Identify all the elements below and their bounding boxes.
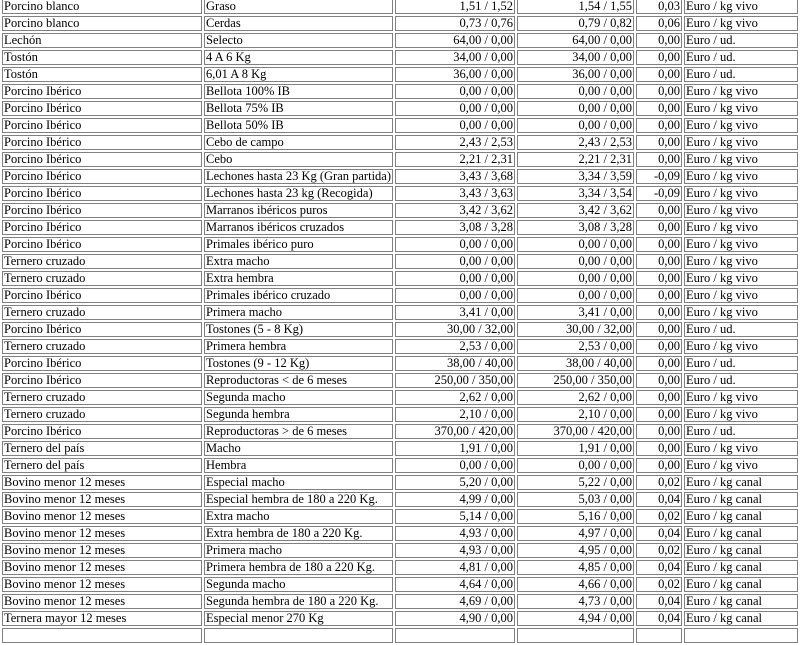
- table-row: [2, 373, 798, 388]
- product-cell: [2, 628, 202, 643]
- previous-price-cell: 2,21 / 2,31: [395, 152, 515, 167]
- unit-cell: Euro / kg vivo: [684, 186, 798, 201]
- unit-cell: Euro / kg vivo: [684, 305, 798, 320]
- previous-price-cell: 0,00 / 0,00: [395, 271, 515, 286]
- previous-price-cell: 4,81 / 0,00: [395, 560, 515, 575]
- table-row: [2, 84, 798, 99]
- previous-price-cell: 3,08 / 3,28: [395, 220, 515, 235]
- type-cell: Especial macho: [204, 475, 393, 490]
- difference-cell: 0,04: [636, 594, 682, 609]
- table-row: [2, 0, 798, 14]
- difference-cell: -0,09: [636, 169, 682, 184]
- table-row: [2, 67, 798, 82]
- product-cell: Tostón: [2, 50, 202, 65]
- current-price-cell: 2,53 / 0,00: [517, 339, 634, 354]
- difference-cell: 0,06: [636, 16, 682, 31]
- difference-cell: 0,00: [636, 390, 682, 405]
- current-price-cell: [517, 628, 634, 643]
- product-cell: Porcino Ibérico: [2, 186, 202, 201]
- type-cell: Reproductoras > de 6 meses: [204, 424, 393, 439]
- previous-price-cell: 4,90 / 0,00: [395, 611, 515, 626]
- unit-cell: Euro / ud.: [684, 356, 798, 371]
- table-row: [2, 611, 798, 626]
- product-cell: Porcino Ibérico: [2, 101, 202, 116]
- product-cell: Porcino Ibérico: [2, 118, 202, 133]
- table-row: [2, 424, 798, 439]
- difference-cell: 0,00: [636, 237, 682, 252]
- product-cell: Porcino Ibérico: [2, 356, 202, 371]
- unit-cell: Euro / kg canal: [684, 611, 798, 626]
- previous-price-cell: 3,41 / 0,00: [395, 305, 515, 320]
- table-row: [2, 271, 798, 286]
- previous-price-cell: 1,91 / 0,00: [395, 441, 515, 456]
- type-cell: Tostones (9 - 12 Kg): [204, 356, 393, 371]
- product-cell: Porcino Ibérico: [2, 84, 202, 99]
- table-row: [2, 50, 798, 65]
- table-row: [2, 254, 798, 269]
- product-cell: Porcino Ibérico: [2, 135, 202, 150]
- unit-cell: Euro / kg canal: [684, 560, 798, 575]
- difference-cell: 0,04: [636, 560, 682, 575]
- difference-cell: 0,00: [636, 84, 682, 99]
- product-cell: Bovino menor 12 meses: [2, 543, 202, 558]
- current-price-cell: 64,00 / 0,00: [517, 33, 634, 48]
- type-cell: Extra hembra de 180 a 220 Kg.: [204, 526, 393, 541]
- table-row: [2, 203, 798, 218]
- unit-cell: Euro / kg vivo: [684, 288, 798, 303]
- table-row: [2, 458, 798, 473]
- type-cell: Lechones hasta 23 Kg (Gran partida): [206, 169, 391, 183]
- type-cell: Bellota 100% IB: [204, 84, 393, 99]
- type-cell: Segunda macho: [204, 577, 393, 592]
- type-cell: Cerdas: [204, 16, 393, 31]
- unit-cell: Euro / kg vivo: [684, 84, 798, 99]
- current-price-cell: 3,41 / 0,00: [517, 305, 634, 320]
- type-cell: Extra macho: [204, 509, 393, 524]
- type-cell: Selecto: [204, 33, 393, 48]
- unit-cell: Euro / ud.: [684, 50, 798, 65]
- current-price-cell: 2,62 / 0,00: [517, 390, 634, 405]
- unit-cell: Euro / kg vivo: [684, 254, 798, 269]
- table-row: [2, 288, 798, 303]
- table-row: [2, 560, 798, 575]
- type-cell: 4 A 6 Kg: [204, 50, 393, 65]
- difference-cell: [636, 628, 682, 643]
- product-cell: Porcino blanco: [2, 0, 202, 14]
- difference-cell: 0,00: [636, 220, 682, 235]
- current-price-cell: 2,43 / 2,53: [517, 135, 634, 150]
- type-cell: Primera hembra de 180 a 220 Kg.: [204, 560, 393, 575]
- table-row: [2, 492, 798, 507]
- table-row: [2, 594, 798, 609]
- unit-cell: Euro / kg canal: [684, 543, 798, 558]
- type-cell: Marranos ibéricos puros: [204, 203, 393, 218]
- table-row: [2, 526, 798, 541]
- table-row: [2, 543, 798, 558]
- previous-price-cell: 38,00 / 40,00: [395, 356, 515, 371]
- type-cell: Especial menor 270 Kg: [204, 611, 393, 626]
- difference-cell: 0,00: [636, 152, 682, 167]
- type-cell: Tostones (5 - 8 Kg): [204, 322, 393, 337]
- current-price-cell: 5,22 / 0,00: [517, 475, 634, 490]
- previous-price-cell: 2,62 / 0,00: [395, 390, 515, 405]
- type-cell: Segunda hembra de 180 a 220 Kg.: [204, 594, 393, 609]
- table-row: [2, 16, 798, 31]
- difference-cell: 0,00: [636, 322, 682, 337]
- current-price-cell: 0,00 / 0,00: [517, 271, 634, 286]
- table-row: [2, 322, 798, 337]
- unit-cell: Euro / kg canal: [684, 475, 798, 490]
- previous-price-cell: 4,99 / 0,00: [395, 492, 515, 507]
- current-price-cell: 5,16 / 0,00: [517, 509, 634, 524]
- difference-cell: 0,00: [636, 118, 682, 133]
- previous-price-cell: 0,00 / 0,00: [395, 84, 515, 99]
- current-price-cell: 4,94 / 0,00: [517, 611, 634, 626]
- previous-price-cell: 0,00 / 0,00: [395, 458, 515, 473]
- product-cell: Ternero del país: [2, 441, 202, 456]
- product-cell: Bovino menor 12 meses: [2, 577, 202, 592]
- difference-cell: 0,04: [636, 492, 682, 507]
- type-cell: Lechones hasta 23 kg (Recogida): [204, 186, 393, 201]
- table-row: [2, 152, 798, 167]
- difference-cell: 0,00: [636, 101, 682, 116]
- type-cell: Macho: [204, 441, 393, 456]
- unit-cell: Euro / ud.: [684, 67, 798, 82]
- current-price-cell: 4,66 / 0,00: [517, 577, 634, 592]
- table-row: [2, 628, 798, 643]
- difference-cell: 0,00: [636, 305, 682, 320]
- current-price-cell: 34,00 / 0,00: [517, 50, 634, 65]
- table-row: [2, 509, 798, 524]
- current-price-cell: 0,79 / 0,82: [517, 16, 634, 31]
- table-row: [2, 118, 798, 133]
- type-cell: Primera macho: [204, 305, 393, 320]
- previous-price-cell: 0,00 / 0,00: [395, 254, 515, 269]
- previous-price-cell: 2,53 / 0,00: [395, 339, 515, 354]
- previous-price-cell: 4,93 / 0,00: [395, 543, 515, 558]
- previous-price-cell: 3,43 / 3,68: [395, 169, 515, 184]
- product-cell: Porcino Ibérico: [2, 373, 202, 388]
- product-cell: Bovino menor 12 meses: [2, 594, 202, 609]
- current-price-cell: 4,95 / 0,00: [517, 543, 634, 558]
- table-row: [2, 169, 798, 184]
- current-price-cell: 1,54 / 1,55: [517, 0, 634, 14]
- current-price-cell: 4,73 / 0,00: [517, 594, 634, 609]
- difference-cell: 0,00: [636, 441, 682, 456]
- type-cell: Cebo de campo: [204, 135, 393, 150]
- unit-cell: Euro / kg vivo: [684, 16, 798, 31]
- unit-cell: Euro / ud.: [684, 373, 798, 388]
- type-cell: Cebo: [204, 152, 393, 167]
- difference-cell: 0,00: [636, 67, 682, 82]
- difference-cell: 0,02: [636, 475, 682, 490]
- product-cell: Bovino menor 12 meses: [2, 526, 202, 541]
- product-cell: Ternero cruzado: [2, 339, 202, 354]
- difference-cell: 0,00: [636, 458, 682, 473]
- product-cell: Porcino blanco: [2, 16, 202, 31]
- previous-price-cell: 0,00 / 0,00: [395, 101, 515, 116]
- unit-cell: Euro / kg vivo: [684, 458, 798, 473]
- current-price-cell: 0,00 / 0,00: [517, 101, 634, 116]
- previous-price-cell: 250,00 / 350,00: [395, 373, 515, 388]
- previous-price-cell: 0,73 / 0,76: [395, 16, 515, 31]
- previous-price-cell: 4,69 / 0,00: [395, 594, 515, 609]
- table-row: [2, 101, 798, 116]
- unit-cell: Euro / kg vivo: [684, 152, 798, 167]
- previous-price-cell: 30,00 / 32,00: [395, 322, 515, 337]
- difference-cell: 0,02: [636, 543, 682, 558]
- table-row: [2, 237, 798, 252]
- table-row: [2, 441, 798, 456]
- unit-cell: Euro / kg vivo: [684, 220, 798, 235]
- type-cell: Reproductoras < de 6 meses: [204, 373, 393, 388]
- difference-cell: 0,00: [636, 288, 682, 303]
- unit-cell: Euro / kg vivo: [684, 135, 798, 150]
- previous-price-cell: 0,00 / 0,00: [395, 288, 515, 303]
- type-cell: Primales ibérico puro: [204, 237, 393, 252]
- current-price-cell: 0,00 / 0,00: [517, 458, 634, 473]
- unit-cell: Euro / kg canal: [684, 492, 798, 507]
- current-price-cell: 0,00 / 0,00: [517, 84, 634, 99]
- type-cell: Graso: [204, 0, 393, 14]
- previous-price-cell: 5,14 / 0,00: [395, 509, 515, 524]
- previous-price-cell: 2,10 / 0,00: [395, 407, 515, 422]
- unit-cell: Euro / kg vivo: [684, 271, 798, 286]
- type-cell: Primera hembra: [204, 339, 393, 354]
- product-cell: Bovino menor 12 meses: [2, 560, 202, 575]
- previous-price-cell: 2,43 / 2,53: [395, 135, 515, 150]
- previous-price-cell: 3,43 / 3,63: [395, 186, 515, 201]
- type-cell: Extra macho: [204, 254, 393, 269]
- current-price-cell: 38,00 / 40,00: [517, 356, 634, 371]
- difference-cell: 0,03: [636, 0, 682, 14]
- unit-cell: Euro / ud.: [684, 33, 798, 48]
- previous-price-cell: 64,00 / 0,00: [395, 33, 515, 48]
- difference-cell: 0,00: [636, 33, 682, 48]
- unit-cell: Euro / kg canal: [684, 526, 798, 541]
- product-cell: Porcino Ibérico: [2, 322, 202, 337]
- unit-cell: Euro / kg canal: [684, 577, 798, 592]
- difference-cell: 0,00: [636, 407, 682, 422]
- product-cell: Ternero cruzado: [2, 305, 202, 320]
- product-cell: Bovino menor 12 meses: [2, 509, 202, 524]
- difference-cell: 0,00: [636, 135, 682, 150]
- unit-cell: Euro / kg canal: [684, 509, 798, 524]
- type-cell: Marranos ibéricos cruzados: [204, 220, 393, 235]
- unit-cell: Euro / kg vivo: [684, 169, 798, 184]
- previous-price-cell: 5,20 / 0,00: [395, 475, 515, 490]
- unit-cell: Euro / kg vivo: [684, 339, 798, 354]
- product-cell: Ternero cruzado: [2, 390, 202, 405]
- product-cell: Ternero cruzado: [2, 271, 202, 286]
- difference-cell: 0,02: [636, 577, 682, 592]
- type-cell: Segunda hembra: [204, 407, 393, 422]
- product-cell: Ternero del país: [2, 458, 202, 473]
- difference-cell: 0,02: [636, 509, 682, 524]
- current-price-cell: 3,08 / 3,28: [517, 220, 634, 235]
- table-row: [2, 407, 798, 422]
- current-price-cell: 36,00 / 0,00: [517, 67, 634, 82]
- current-price-cell: 0,00 / 0,00: [517, 237, 634, 252]
- difference-cell: 0,00: [636, 373, 682, 388]
- unit-cell: Euro / kg vivo: [684, 407, 798, 422]
- current-price-cell: 30,00 / 32,00: [517, 322, 634, 337]
- unit-cell: Euro / kg vivo: [684, 101, 798, 116]
- difference-cell: 0,00: [636, 50, 682, 65]
- unit-cell: Euro / kg vivo: [684, 118, 798, 133]
- previous-price-cell: 1,51 / 1,52: [395, 0, 515, 14]
- unit-cell: Euro / ud.: [684, 424, 798, 439]
- current-price-cell: 5,03 / 0,00: [517, 492, 634, 507]
- current-price-cell: 0,00 / 0,00: [517, 118, 634, 133]
- difference-cell: 0,04: [636, 526, 682, 541]
- difference-cell: 0,00: [636, 356, 682, 371]
- product-cell: Porcino Ibérico: [2, 169, 202, 184]
- current-price-cell: 0,00 / 0,00: [517, 288, 634, 303]
- current-price-cell: 370,00 / 420,00: [517, 424, 634, 439]
- table-row: [2, 390, 798, 405]
- unit-cell: Euro / kg vivo: [684, 237, 798, 252]
- table-row: [2, 356, 798, 371]
- type-cell: Segunda macho: [204, 390, 393, 405]
- current-price-cell: 3,34 / 3,59: [517, 169, 634, 184]
- product-cell: Porcino Ibérico: [2, 220, 202, 235]
- product-cell: Porcino Ibérico: [2, 203, 202, 218]
- unit-cell: Euro / ud.: [684, 322, 798, 337]
- difference-cell: 0,00: [636, 254, 682, 269]
- type-cell: [204, 628, 393, 643]
- current-price-cell: 2,10 / 0,00: [517, 407, 634, 422]
- product-cell: Lechón: [2, 33, 202, 48]
- previous-price-cell: 370,00 / 420,00: [395, 424, 515, 439]
- difference-cell: 0,00: [636, 271, 682, 286]
- product-cell: Porcino Ibérico: [2, 424, 202, 439]
- previous-price-cell: 0,00 / 0,00: [395, 118, 515, 133]
- type-cell: Primales ibérico cruzado: [204, 288, 393, 303]
- table-row: [2, 577, 798, 592]
- type-cell: Especial hembra de 180 a 220 Kg.: [204, 492, 393, 507]
- unit-cell: Euro / kg vivo: [684, 203, 798, 218]
- difference-cell: 0,00: [636, 339, 682, 354]
- type-cell: Extra hembra: [204, 271, 393, 286]
- difference-cell: 0,04: [636, 611, 682, 626]
- product-cell: Bovino menor 12 meses: [2, 475, 202, 490]
- unit-cell: Euro / kg vivo: [684, 390, 798, 405]
- product-cell: Porcino Ibérico: [2, 237, 202, 252]
- table-row: [2, 339, 798, 354]
- previous-price-cell: 36,00 / 0,00: [395, 67, 515, 82]
- unit-cell: Euro / kg vivo: [684, 441, 798, 456]
- current-price-cell: 4,97 / 0,00: [517, 526, 634, 541]
- product-cell: Ternero cruzado: [2, 407, 202, 422]
- type-cell: Bellota 75% IB: [204, 101, 393, 116]
- previous-price-cell: 0,00 / 0,00: [395, 237, 515, 252]
- table-row: [2, 33, 798, 48]
- current-price-cell: 4,85 / 0,00: [517, 560, 634, 575]
- table-row: [2, 186, 798, 201]
- unit-cell: [684, 628, 798, 643]
- product-cell: Porcino Ibérico: [2, 288, 202, 303]
- current-price-cell: 1,91 / 0,00: [517, 441, 634, 456]
- table-row: [2, 305, 798, 320]
- table-row: [2, 475, 798, 490]
- difference-cell: 0,00: [636, 203, 682, 218]
- price-table-body: [2, 0, 798, 643]
- unit-cell: Euro / kg canal: [684, 594, 798, 609]
- type-cell: 6,01 A 8 Kg: [204, 67, 393, 82]
- current-price-cell: 0,00 / 0,00: [517, 254, 634, 269]
- previous-price-cell: 4,93 / 0,00: [395, 526, 515, 541]
- previous-price-cell: 34,00 / 0,00: [395, 50, 515, 65]
- previous-price-cell: 3,42 / 3,62: [395, 203, 515, 218]
- product-cell: Ternera mayor 12 meses: [2, 611, 202, 626]
- difference-cell: -0,09: [636, 186, 682, 201]
- type-cell: Primera macho: [204, 543, 393, 558]
- unit-cell: Euro / kg vivo: [684, 0, 798, 14]
- product-cell: Ternero cruzado: [2, 254, 202, 269]
- previous-price-cell: [395, 628, 515, 643]
- product-cell: Tostón: [2, 67, 202, 82]
- table-row: [2, 135, 798, 150]
- difference-cell: 0,00: [636, 424, 682, 439]
- table-row: [2, 220, 798, 235]
- type-cell: Bellota 50% IB: [204, 118, 393, 133]
- current-price-cell: 3,42 / 3,62: [517, 203, 634, 218]
- current-price-cell: 250,00 / 350,00: [517, 373, 634, 388]
- previous-price-cell: 4,64 / 0,00: [395, 577, 515, 592]
- current-price-cell: 2,21 / 2,31: [517, 152, 634, 167]
- type-cell: Hembra: [204, 458, 393, 473]
- product-cell: Porcino Ibérico: [2, 152, 202, 167]
- current-price-cell: 3,34 / 3,54: [517, 186, 634, 201]
- product-cell: Bovino menor 12 meses: [2, 492, 202, 507]
